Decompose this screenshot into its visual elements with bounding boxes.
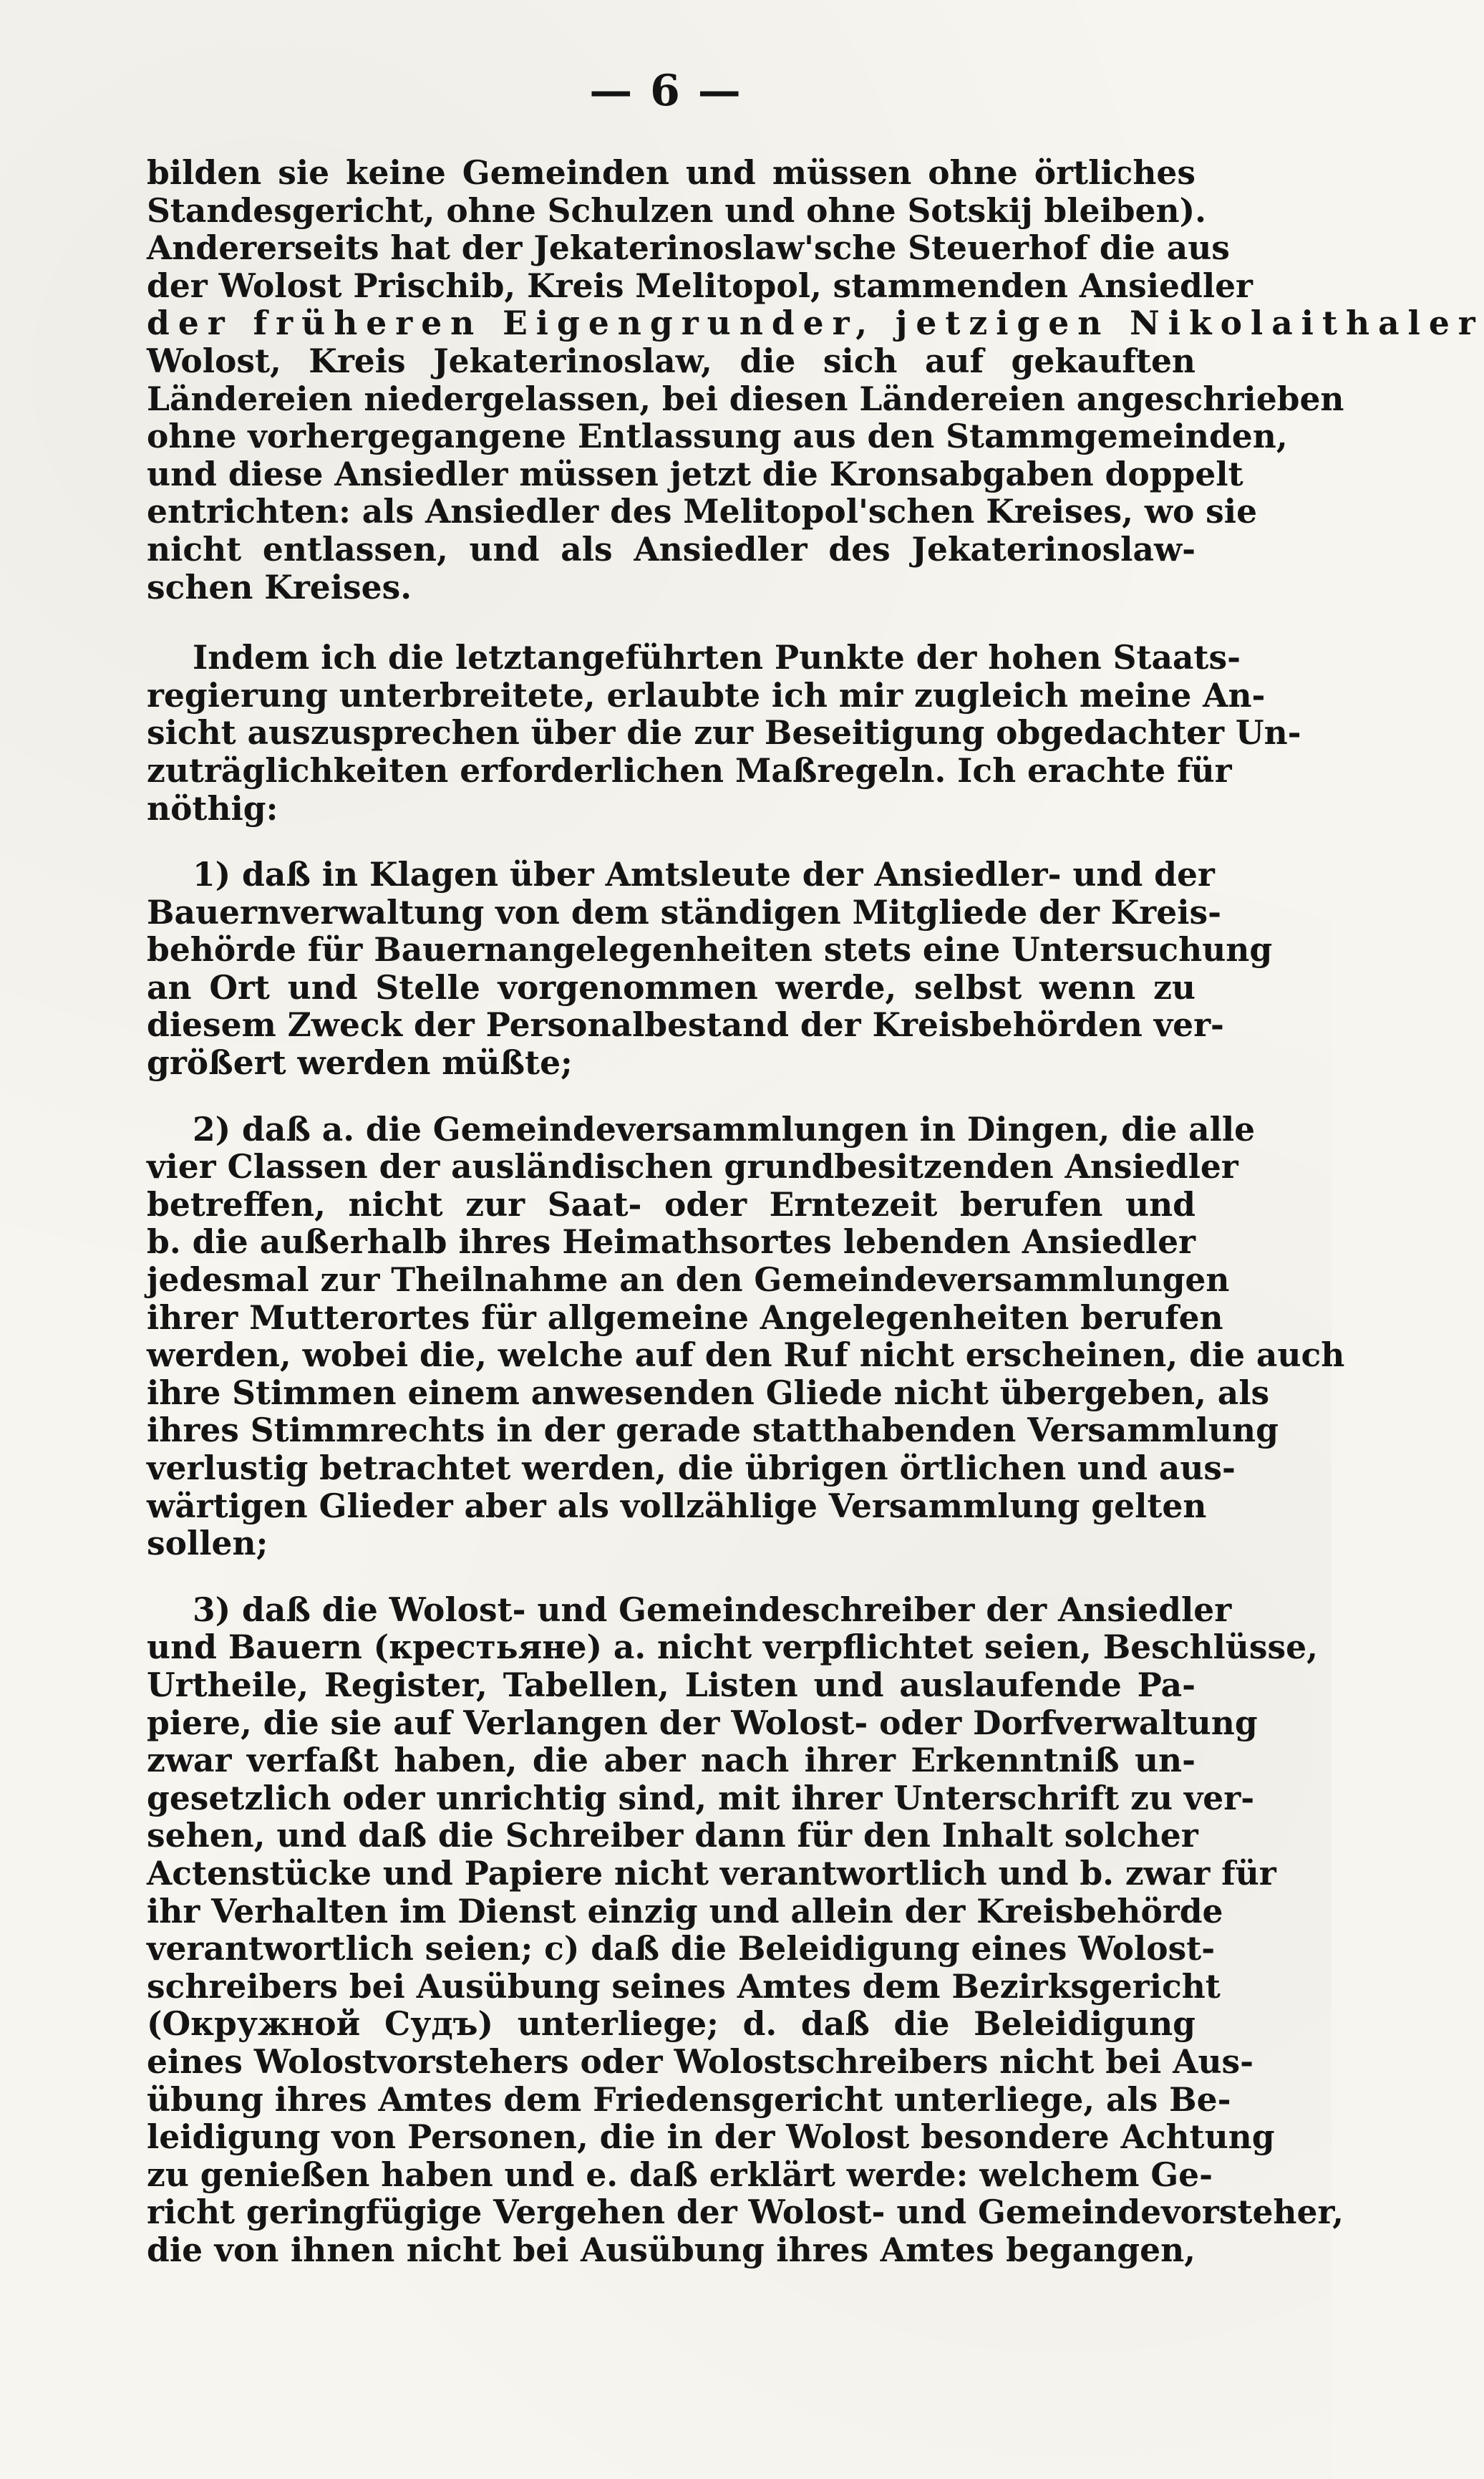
text-line: betreffen, nicht zur Saat- oder Erntezeit berufen und [147, 1184, 1196, 1224]
text-line: b. die außerhalb ihres Heimathsortes lebenden Ansiedler [147, 1222, 1196, 1262]
text-line: behörde für Bauernangelegenheiten stets eine Untersuchung [147, 930, 1273, 970]
text-line: nicht entlassen, und als Ansiedler des Jekaterinoslaw- [147, 529, 1196, 569]
text-line: sollen; [147, 1524, 268, 1563]
text-line: Urtheile, Register, Tabellen, Listen und auslaufende Pa- [147, 1665, 1196, 1704]
text-line: vier Classen der ausländischen grundbesitzenden Ansiedler [147, 1147, 1238, 1187]
text-line: zu genießen haben und e. daß erklärt werde: welchem Ge- [147, 2155, 1213, 2194]
text-line: größert werden müßte; [147, 1043, 573, 1083]
text-line: an Ort und Stelle vorgenommen werde, selbst wenn zu [147, 967, 1196, 1007]
text-line: und Bauern (крестьяне) a. nicht verpflichtet seien, Beschlüsse, [147, 1628, 1318, 1667]
text-line: (Окружной Судъ) unterliege; d. daß die Beleidigung [147, 2004, 1196, 2044]
text-line: wärtigen Glieder aber als vollzählige Versammlung gelten [147, 1486, 1207, 1525]
text-line: sicht auszusprechen über die zur Beseitigung obgedachter Un- [147, 713, 1301, 753]
text-line: zuträglichkeiten erforderlichen Maßregeln. Ich erachte für [147, 750, 1232, 790]
text-line: verlustig betrachtet werden, die übrigen örtlichen und aus- [147, 1449, 1236, 1487]
text-line: richt geringfügige Vergehen der Wolost- und Gemeindevorsteher, [147, 2193, 1344, 2232]
text-line: 1) daß in Klagen über Amtsleute der Ansiedler- und der [193, 855, 1215, 894]
text-line: schreibers bei Ausübung seines Amtes dem Bezirksgericht [147, 1966, 1221, 2006]
text-line: 3) daß die Wolost- und Gemeindeschreiber der Ansiedler [193, 1590, 1232, 1629]
paragraph-2 [147, 638, 1301, 828]
text-line: und diese Ansiedler müssen jetzt die Kronsabgaben doppelt [147, 454, 1243, 493]
text-line: werden, wobei die, welche auf den Ruf nicht erscheinen, die auch [147, 1335, 1345, 1375]
text-line: Andererseits hat der Jekaterinoslaw'sche Steuerhof die aus [147, 228, 1230, 268]
text-line: regierung unterbreitete, erlaubte ich mir zugleich meine An- [147, 675, 1266, 715]
text-line: ihres Stimmrechts in der gerade statthabenden Versammlung [147, 1411, 1279, 1450]
page-number: — 6 — [589, 66, 742, 116]
text-line: ihr Verhalten im Dienst einzig und allein der Kreisbehörde [147, 1891, 1223, 1930]
text-line: leidigung von Personen, die in der Wolost besondere Achtung [147, 2117, 1275, 2157]
text-line: Indem ich die letztangeführten Punkte der hohen Staats- [193, 638, 1241, 677]
text-line: entrichten: als Ansiedler des Melitopol'schen Kreises, wo sie [147, 492, 1258, 531]
text-line: Actenstücke und Papiere nicht verantwortlich und b. zwar für [147, 1853, 1276, 1893]
text-line: ohne vorhergegangene Entlassung aus den Stammgemeinden, [147, 417, 1288, 456]
text-line: der Wolost Prischib, Kreis Melitopol, stammenden Ansiedler [147, 266, 1253, 305]
text-line: nöthig: [147, 788, 278, 828]
paragraph-5 [147, 1590, 1344, 2269]
text-line: jedesmal zur Theilnahme an den Gemeindeversammlungen [147, 1260, 1230, 1300]
paragraph-3 [147, 855, 1273, 1083]
text-line: die von ihnen nicht bei Ausübung ihres Amtes begangen, [147, 2230, 1196, 2269]
text-line: ihre Stimmen einem anwesenden Gliede nicht übergeben, als [147, 1373, 1270, 1412]
text-line: gesetzlich oder unrichtig sind, mit ihrer Unterschrift zu ver- [147, 1778, 1255, 1817]
text-line: piere, die sie auf Verlangen der Wolost- oder Dorfverwaltung [147, 1703, 1258, 1742]
text-line: verantwortlich seien; c) daß die Beleidigung eines Wolost- [147, 1929, 1216, 1968]
text-line: übung ihres Amtes dem Friedensgericht unterliege, als Be- [147, 2079, 1231, 2119]
text-line: 2) daß a. die Gemeindeversammlungen in Dingen, die alle [193, 1109, 1256, 1149]
text-line: zwar verfaßt haben, die aber nach ihrer Erkenntniß un- [147, 1741, 1196, 1780]
text-line: ihrer Mutterortes für allgemeine Angelegenheiten berufen [147, 1298, 1223, 1337]
text-line: bilden sie keine Gemeinden und müssen ohne örtliches [147, 153, 1196, 192]
text-line: diesem Zweck der Personalbestand der Kreisbehörden ver- [147, 1005, 1224, 1045]
text-line: sehen, und daß die Schreiber dann für den Inhalt solcher [147, 1816, 1198, 1855]
text-line: eines Wolostvorstehers oder Wolostschreibers nicht bei Aus- [147, 2041, 1254, 2081]
text-line: Ländereien niedergelassen, bei diesen Ländereien angeschrieben [147, 379, 1344, 418]
paragraph-1 [147, 153, 1484, 607]
text-line: der früheren Eigengrunder, jetzigen Nikolaithaler [147, 304, 1484, 343]
paragraph-4 [147, 1109, 1345, 1563]
document-body [147, 153, 1484, 2269]
text-line: schen Kreises. [147, 567, 412, 607]
text-line: Wolost, Kreis Jekaterinoslaw, die sich auf gekauften [147, 341, 1196, 380]
text-line: Standesgericht, ohne Schulzen und ohne Sotskij bleiben). [147, 190, 1206, 230]
text-line: Bauernverwaltung von dem ständigen Mitgliede der Kreis- [147, 892, 1222, 932]
